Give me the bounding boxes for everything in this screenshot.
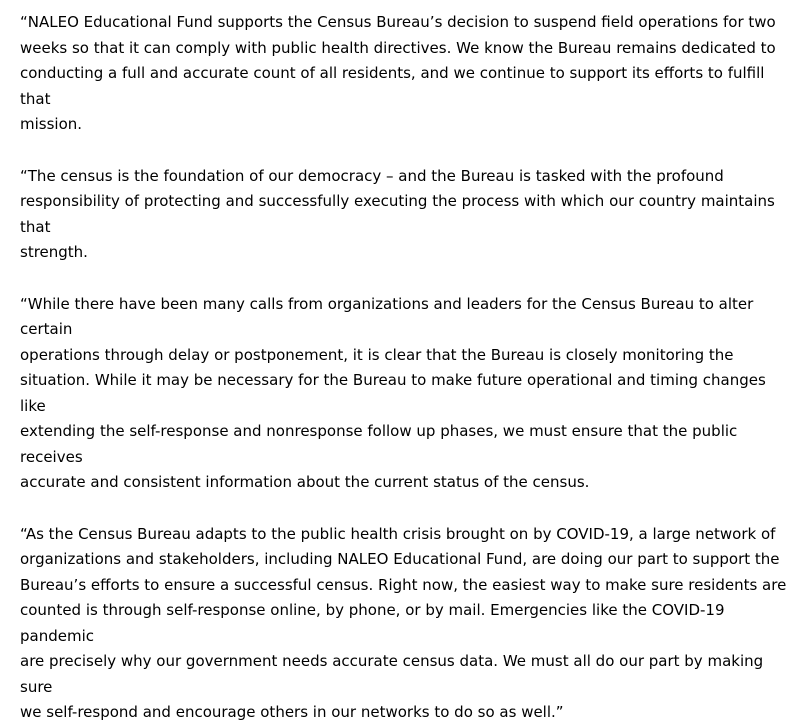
paragraph-4: “As the Census Bureau adapts to the public health crisis brought on by COVID-19, a large network of organizations and stakeholders, including NALEO Educational Fund, are doing our part to support the Bureau’s efforts to ensure a successful census. Right now, the easiest way to make sure residents are counted is through self-response online, by phone, or by mail. Emergencies like the COVID-19 pandemic are precisely why our government needs accurate census data. We must all do our part by making sure we self-respond and encourage others in our networks to do so as well.” (20, 524, 787, 721)
paragraph-3: “While there have been many calls from organizations and leaders for the Census Bureau to alter certain operations through delay or postponement, it is clear that the Bureau is closely monitoring the situation. While it may be necessary for the Bureau to make future operational and timing changes like extending the self-response and nonresponse follow up phases, we must ensure that the public receives accurate and consistent information about the current status of the census. (20, 294, 766, 491)
paragraph-1: “NALEO Educational Fund supports the Census Bureau’s decision to suspend field operations for two weeks so that it can comply with public health directives. We know the Bureau remains dedicated to conducting a full and accurate count of all residents, and we continue to support its efforts to fulfill that mission. (20, 13, 776, 133)
paragraph-2: “The census is the foundation of our democracy – and the Bureau is tasked with the profound responsibility of protecting and successfully executing the process with which our country maintains that strength. (20, 166, 775, 261)
